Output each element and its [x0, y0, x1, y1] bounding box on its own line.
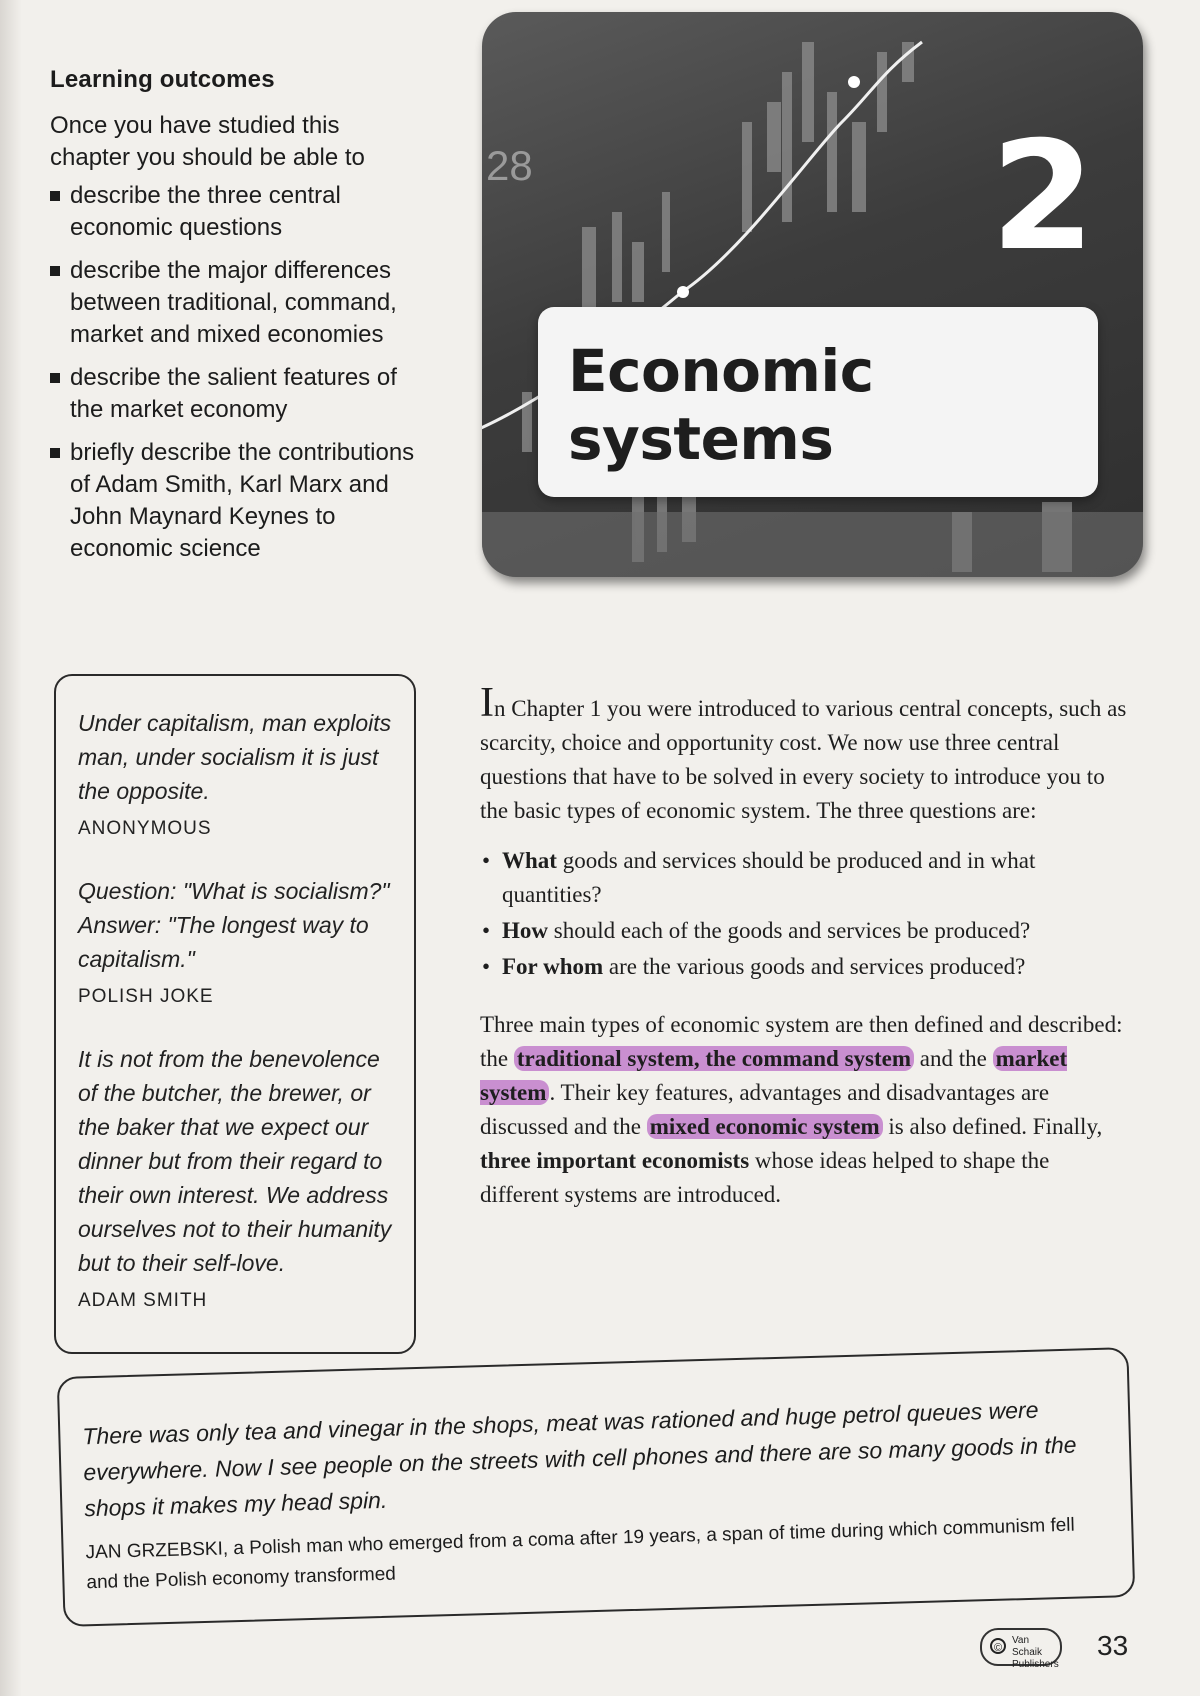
bottom-quote-box — [57, 1347, 1136, 1627]
outcome-item: describe the three central economic questions — [50, 180, 425, 244]
page-edge — [0, 0, 22, 1696]
bullet-square-icon — [50, 373, 60, 383]
intro-paragraph: In Chapter 1 you were introduced to various central concepts, such as scarcity, choice and opportunity cost. We now use three central questions that have to be solved in every society to introduce you to the basic types of economic system. The three questions are: — [480, 680, 1127, 823]
highlight-market-system: market system — [480, 1046, 1068, 1105]
quote-author: ADAM SMITH — [78, 1290, 208, 1311]
learning-outcomes — [50, 66, 425, 576]
outcome-item: describe the major differences between traditional, command, market and mixed economies — [50, 255, 425, 351]
systems-paragraph: Three main types of economic system are then defined and described: the traditional system, the command system and the market system . Their key features, advantages and disadvantages are discussed and the mixed economic system is also defined. Finally, three important economists whose ideas helped to shape the different systems are introduced. — [480, 1012, 1123, 1207]
central-questions — [480, 844, 1130, 984]
page-number: 33 — [1097, 1630, 1129, 1661]
bottom-quote-attribution: JAN GRZEBSKI, a Polish man who emerged from a coma after 19 years, a span of time during which communism fell and the Polish economy transformed — [85, 1514, 1076, 1594]
bullet-square-icon — [50, 448, 60, 458]
chapter-number: 2 — [990, 110, 1095, 284]
question-item: • How should each of the goods and services be produced? — [480, 914, 1130, 948]
outcome-item: briefly describe the contributions of Adam Smith, Karl Marx and John Maynard Keynes to economic science — [50, 437, 425, 565]
bullet-dot-icon: • — [482, 954, 491, 979]
chapter-intro — [480, 680, 1130, 1212]
outcomes-list — [50, 180, 425, 565]
quotes-box — [54, 674, 416, 1354]
question-item: • For whom are the various goods and services produced? — [480, 950, 1130, 984]
quote-text: Under capitalism, man exploits man, under socialism it is just the opposite. — [78, 710, 392, 804]
chapter-title: Economic systems — [568, 337, 874, 473]
publisher-logo: © Van Schaik Publishers — [980, 1628, 1062, 1666]
bullet-square-icon — [50, 191, 60, 201]
chapter-title-box — [538, 307, 1098, 497]
quote-text: Question: "What is socialism?" Answer: "The longest way to capitalism." — [78, 878, 390, 972]
quote-text: It is not from the benevolence of the butcher, the brewer, or the baker that we expect our dinner but from their regard to their own interest. We address ourselves not to their humanity but to their self-love. — [78, 1046, 392, 1276]
highlight-mixed-system: mixed economic system — [647, 1114, 883, 1139]
bottom-quote-text: There was only tea and vinegar in the shops, meat was rationed and huge petrol queues were everywhere. Now I see people on the streets with cell phones and there are so many goods in the shops it makes my head spin. — [82, 1396, 1077, 1522]
outcomes-intro: Once you have studied this chapter you should be able to — [50, 112, 365, 171]
outcome-item: describe the salient features of the market economy — [50, 362, 425, 426]
copyright-icon: © — [990, 1638, 1006, 1654]
highlight-traditional-command: traditional system, the command system — [514, 1046, 914, 1071]
side-number: 28 — [486, 142, 533, 189]
bullet-dot-icon: • — [482, 848, 491, 873]
drop-cap: I — [480, 680, 494, 726]
bullet-square-icon — [50, 266, 60, 276]
quote-author: ANONYMOUS — [78, 818, 212, 839]
bullet-dot-icon: • — [482, 918, 491, 943]
quote-author: POLISH JOKE — [78, 986, 214, 1007]
outcomes-title: Learning outcomes — [50, 66, 275, 93]
question-item: • What goods and services should be produced and in what quantities? — [480, 844, 1130, 912]
